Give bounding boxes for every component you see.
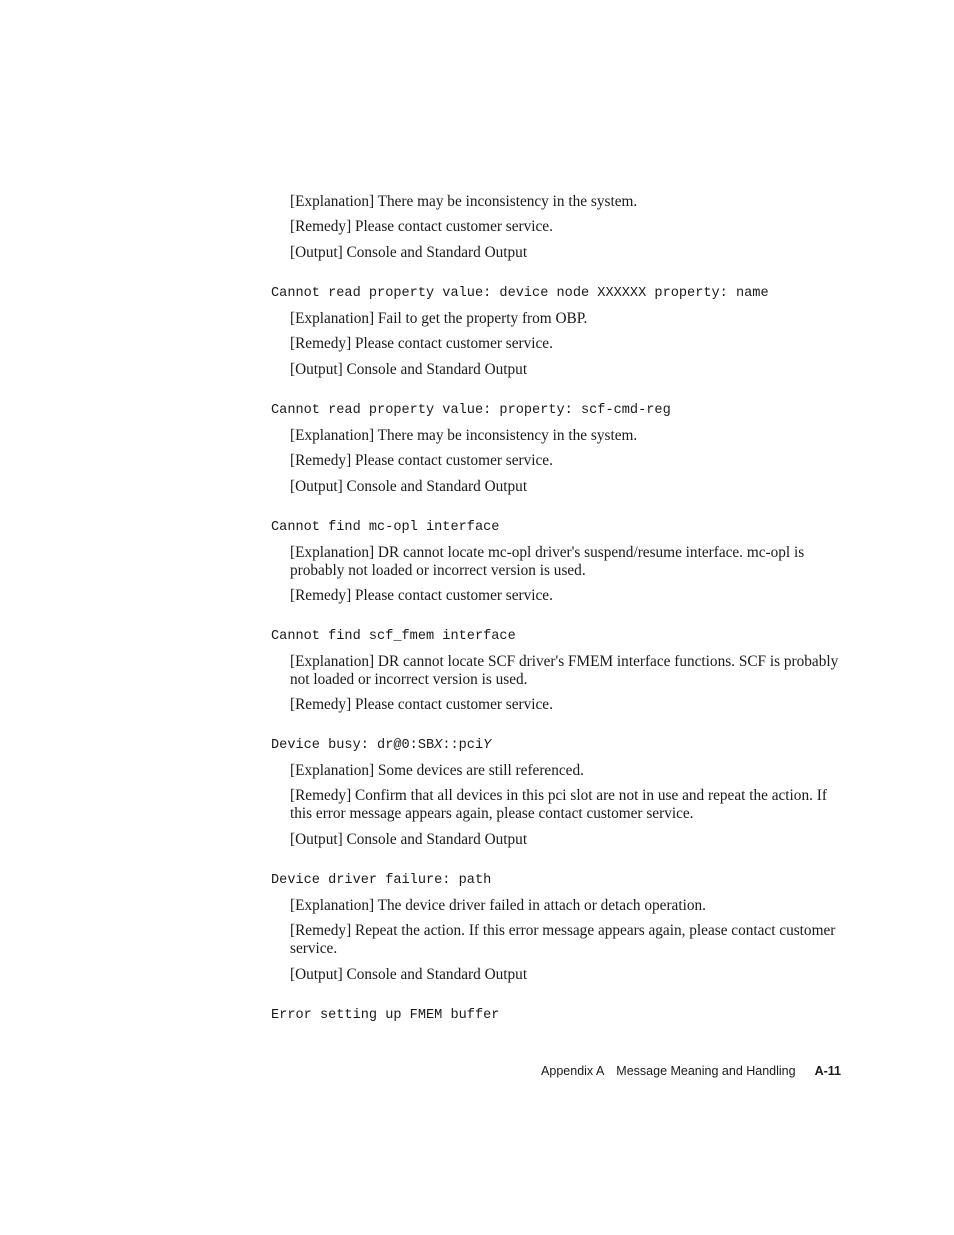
message-code-text: ::pci <box>442 738 484 753</box>
intro-output: [Output] Console and Standard Output <box>290 244 528 261</box>
entry-remedy: [Remedy] Please contact customer service. <box>290 696 553 713</box>
message-code-variable: Y <box>483 738 492 753</box>
footer-chapter-title: Message Meaning and Handling <box>616 1064 796 1078</box>
message-code: Cannot find mc-opl interface <box>271 520 500 535</box>
message-code: Device driver failure: path <box>271 873 492 888</box>
message-code <box>271 737 491 755</box>
entry-explanation: [Explanation] The device driver failed in attach or detach operation. <box>290 897 706 914</box>
entry-remedy: [Remedy] Please contact customer service. <box>290 452 553 469</box>
page-footer <box>541 1063 841 1079</box>
entry-remedy: [Remedy] Repeat the action. If this error message appears again, please contact customer service. <box>290 922 836 957</box>
entry-output: [Output] Console and Standard Output <box>290 966 528 983</box>
entry-remedy: [Remedy] Please contact customer service. <box>290 587 553 604</box>
intro-remedy: [Remedy] Please contact customer service. <box>290 218 553 235</box>
footer-page-number: A-11 <box>814 1064 841 1078</box>
message-code: Error setting up FMEM buffer <box>271 1008 500 1023</box>
entry-explanation: [Explanation] There may be inconsistency in the system. <box>290 427 638 444</box>
intro-explanation: [Explanation] There may be inconsistency in the system. <box>290 193 638 210</box>
entry-output: [Output] Console and Standard Output <box>290 831 528 848</box>
entry-output: [Output] Console and Standard Output <box>290 361 528 378</box>
message-code-variable: X <box>434 738 443 753</box>
message-code: Cannot read property value: property: scf-cmd-reg <box>271 403 671 418</box>
entry-remedy: [Remedy] Please contact customer service. <box>290 335 553 352</box>
entry-output: [Output] Console and Standard Output <box>290 478 528 495</box>
message-code-text: Device busy: dr@0:SB <box>271 738 435 753</box>
entry-remedy: [Remedy] Confirm that all devices in this pci slot are not in use and repeat the action. If this error message appears again, please contact customer service. <box>290 787 827 822</box>
entry-explanation: [Explanation] DR cannot locate SCF driver's FMEM interface functions. SCF is probably not loaded or incorrect version is used. <box>290 653 839 688</box>
entry-explanation: [Explanation] Some devices are still referenced. <box>290 762 584 779</box>
entry-explanation: [Explanation] Fail to get the property from OBP. <box>290 310 588 327</box>
footer-appendix: Appendix A <box>541 1064 605 1078</box>
message-code: Cannot read property value: device node XXXXXX property: name <box>271 286 769 301</box>
message-code: Cannot find scf_fmem interface <box>271 629 516 644</box>
entry-explanation: [Explanation] DR cannot locate mc-opl driver's suspend/resume interface. mc-opl is probably not loaded or incorrect version is used. <box>290 544 805 579</box>
